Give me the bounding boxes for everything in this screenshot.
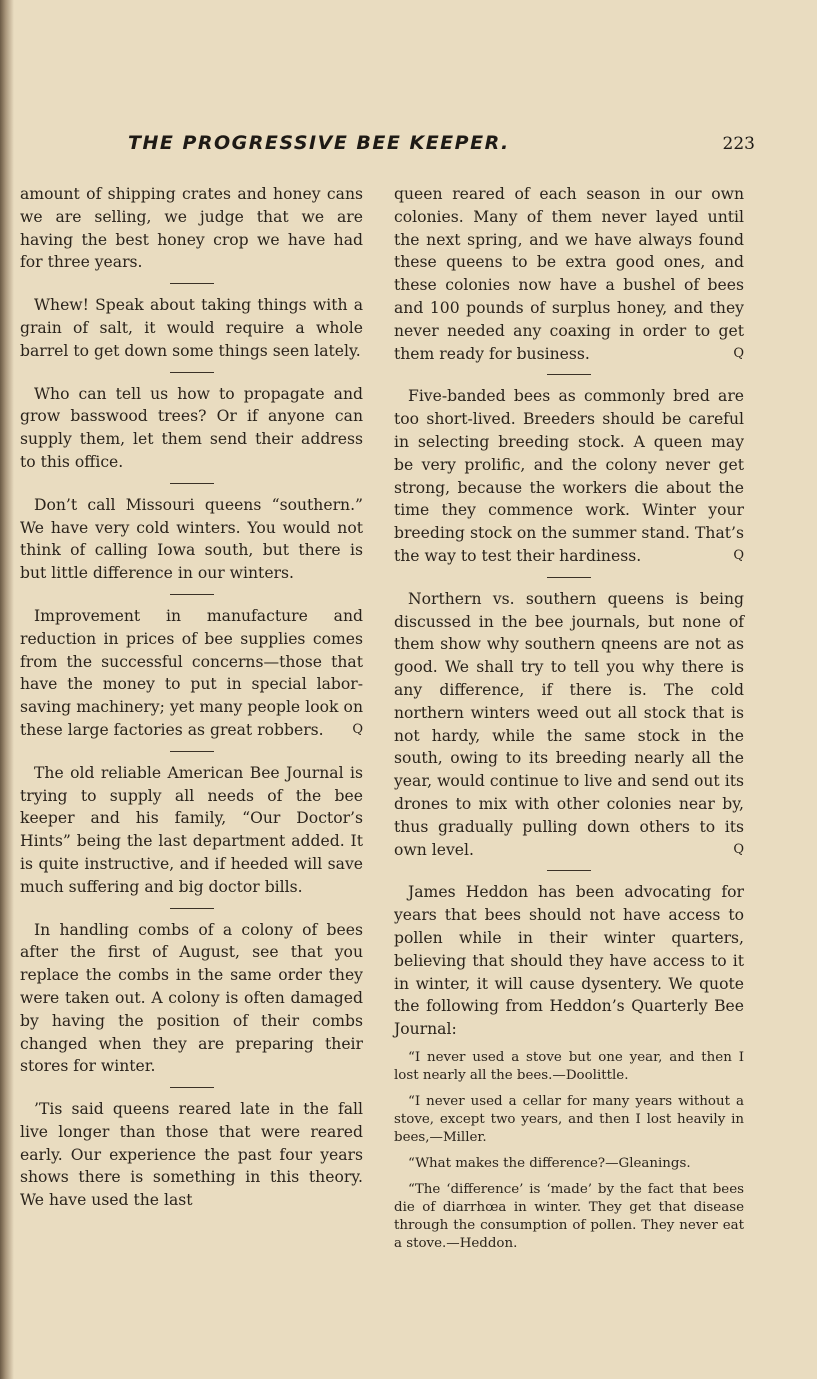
paragraph: queen reared of each season in our own colonies. Many of them never layed until the next spring, and we have always found these queens to be extra good ones, and these colonies now have a bushel of bees and 100 pounds of surplus honey, and they never needed any coaxing in order to get them ready for business. Q [394,183,744,365]
signature-q: Q [733,841,744,857]
paragraph: In handling combs of a colony of bees after the first of August, see that you replace the combs in the same order they were taken out. A colony is often damaged by having the position of their combs changed when they are preparing their stores for winter. [20,920,363,1076]
quotation: “The ‘difference’ is ‘made’ by the fact that bees die of diarrhœa in winter. They get that disease through the consumption of pollen. They never eat a stove.—Heddon. [394,1181,744,1251]
quotation: “What makes the difference?—Gleanings. [408,1155,691,1171]
section-divider [547,374,591,375]
paragraph: Northern vs. southern queens is being discussed in the bee journals, but none of them show why southern qneens are not as good. We shall try to tell you why there is any difference, if there is. The cold northern winters weed out all stock that is not hardy, while the same stock in the south, owing to its breeding nearly all the year, would continue to live and send out its drones to mix with other colonies near by, thus gradually pulling down others to its own level. Q [394,588,744,862]
right-column [394,183,744,1253]
page-binding-shadow [0,0,14,1379]
paragraph: Whew! Speak about taking things with a grain of salt, it would require a whole barrel to get down some things seen lately. [20,296,363,360]
section-divider [170,283,214,284]
left-column [20,183,363,1212]
paragraph: Who can tell us how to propagate and grow basswood trees? Or if anyone can supply them, let them send their address to this office. [20,384,363,471]
page-header [20,132,755,162]
section-divider [547,577,591,578]
section-divider [170,372,214,373]
paragraph: The old reliable American Bee Journal is trying to supply all needs of the bee keeper and his family, “Our Doctor’s Hints” being the last department added. It is quite instructive, and if heeded will save much suffering and big doctor bills. [20,763,363,896]
section-divider [547,870,591,871]
paragraph: James Heddon has been advocating for years that bees should not have access to pollen while in their winter quarters, believing that should they have access to it in winter, it will cause dysentery. We quote the following from Heddon’s Quarterly Bee Journal: [394,883,744,1039]
section-divider [170,483,214,484]
section-divider [170,1087,214,1088]
page-number: 223 [722,134,755,154]
quotation: “I never used a stove but one year, and then I lost nearly all the bees.—Doolittle. [394,1049,744,1083]
section-divider [170,751,214,752]
section-divider [170,908,214,909]
signature-q: Q [352,721,363,737]
running-title: THE PROGRESSIVE BEE KEEPER. [128,132,510,154]
paragraph: amount of shipping crates and honey cans we are selling, we judge that we are having the best honey crop we have had for three years. [20,185,363,272]
paragraph: Five-banded bees as commonly bred are too short-lived. Breeders should be careful in selecting breeding stock. A queen may be very prolific, and the colony never get strong, because the workers die about the time they commence work. Winter your breeding stock on the summer stand. That’s the way to test their hardiness. Q [394,385,744,567]
section-divider [170,594,214,595]
paragraph: ’Tis said queens reared late in the fall live longer than those that were reared early. Our experience the past four years shows there is something in this theory. We have used the last [20,1100,363,1210]
signature-q: Q [733,547,744,563]
paragraph: Improvement in manufacture and reduction in prices of bee supplies comes from the successful concerns—those that have the money to put in special labor-saving machinery; yet many people look on these large factories as great robbers. Q [20,605,363,742]
signature-q: Q [733,345,744,361]
quotation: “I never used a cellar for many years without a stove, except two years, and then I lost heavily in bees,—Miller. [394,1093,744,1145]
paragraph: Don’t call Missouri queens “southern.” We have very cold winters. You would not think of calling Iowa south, but there is but little difference in our winters. [20,495,363,583]
